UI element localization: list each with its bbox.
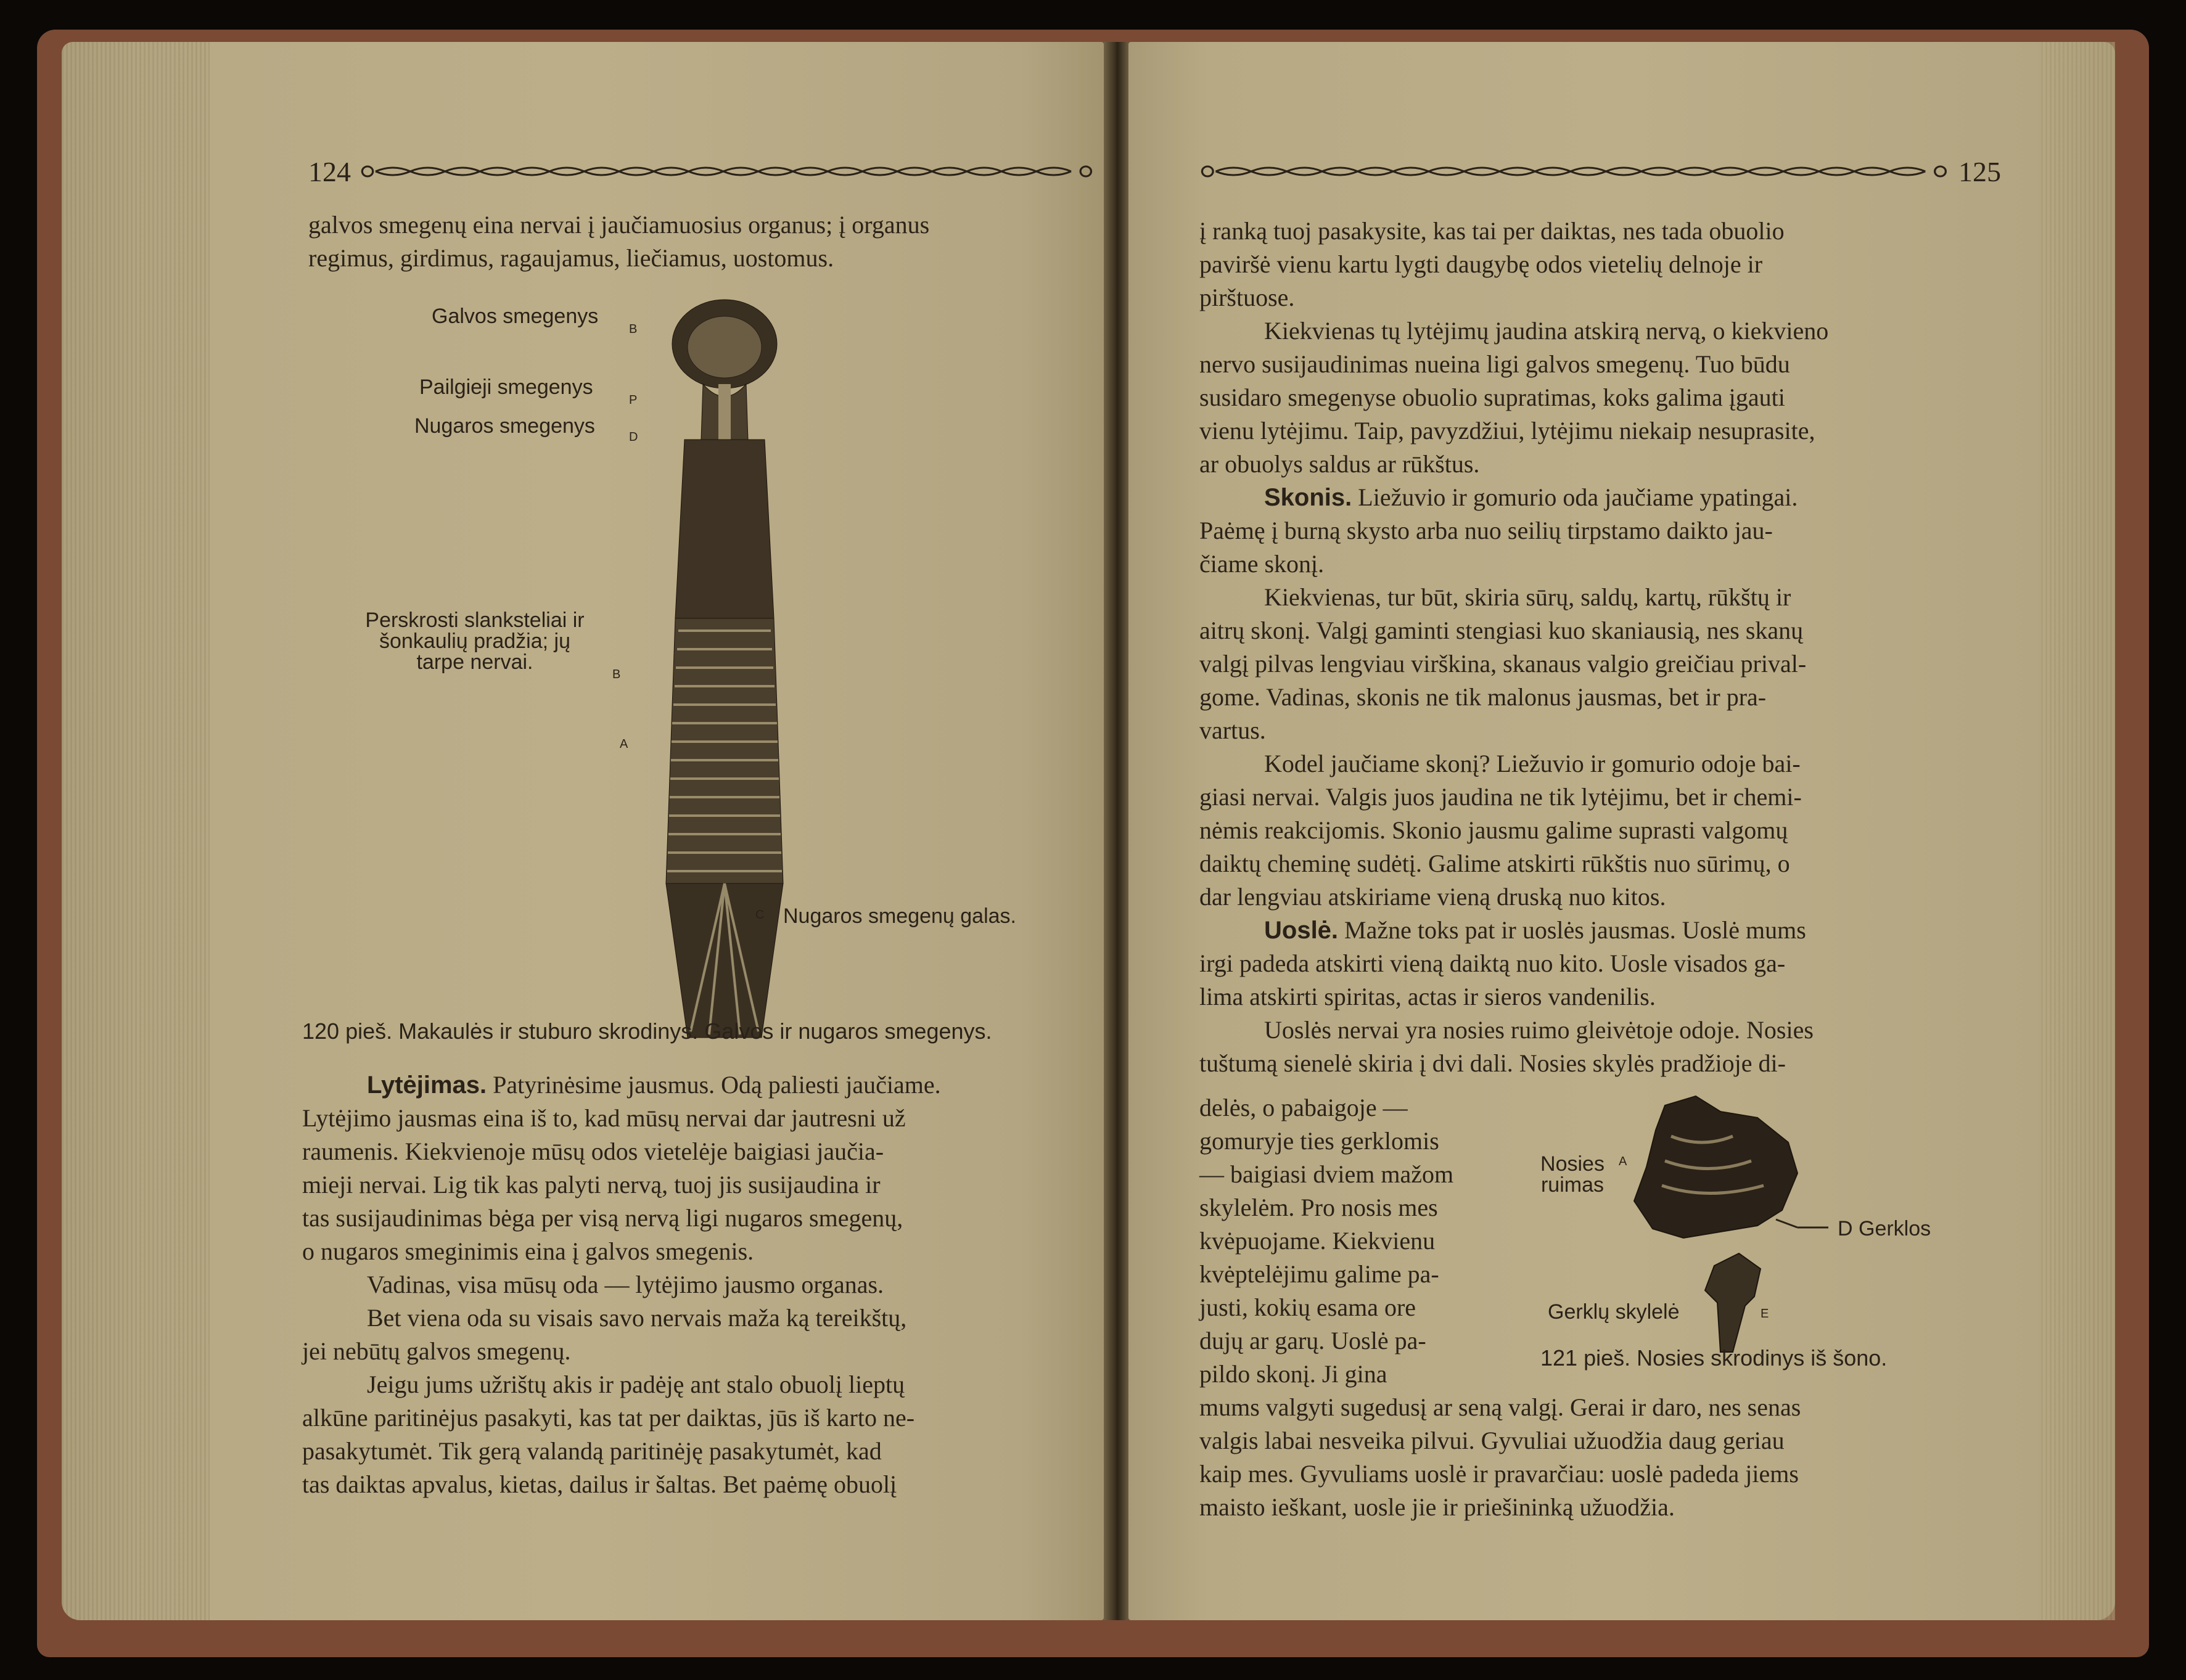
jeigu-line-3: pasakytumėt. Tik gerą valandą paritinėję pasakytumėt, kad (302, 1437, 882, 1465)
p1-line-2: paviršė vienu kartu lygti daugybę odos vietelių delnoje ir (1199, 250, 1763, 278)
lytejimas-line-6: o nugaros smeginimis eina į galvos smegenis. (302, 1237, 754, 1265)
right-page-content (1128, 42, 2115, 1620)
p5-line-2: giasi nervai. Valgis juos jaudina ne tik lytėjimu, bet ir chemi- (1199, 783, 1802, 811)
jeigu-line-1: Jeigu jums užrištų akis ir padėję ant stalo obuolį lieptų (367, 1371, 905, 1398)
lytejimas-line-3: raumenis. Kiekvienoje mūsų odos vietelėje baigiasi jaučia- (302, 1137, 884, 1165)
p4-line-3: valgį pilvas lengviau virškina, skanaus valgio greičiau prival- (1199, 650, 1807, 678)
p8-full-line-1: mums valgyti sugedusį ar seną valgį. Gerai ir daro, nes senas (1199, 1393, 1801, 1421)
p1-line-3: pirštuose. (1199, 284, 1295, 311)
p2-line-1: Kiekvienas tų lytėjimų jaudina atskirą nervą, o kiekvieno (1264, 317, 1829, 345)
letter-a: A (620, 737, 628, 751)
jeigu-line-2: alkūne paritinėjus pasakyti, kas tat per daiktas, jūs iš karto ne- (302, 1404, 915, 1432)
p8-narrow-line-7: justi, kokių esama ore (1199, 1293, 1416, 1321)
intro-line-1: galvos smegenų eina nervai į jaučiamuosius organus; į organus (308, 211, 930, 239)
p8-narrow-line-9: pildo skonį. Ji gina (1199, 1360, 1387, 1388)
p5-line-1: Kodel jaučiame skonį? Liežuvio ir gomurio odoje bai- (1264, 750, 1801, 777)
spine-illustration (617, 298, 832, 1050)
letter-a-nose: A (1619, 1155, 1627, 1168)
p8-narrow-line-1: delės, o pabaigoje — (1199, 1094, 1408, 1121)
bet-line-2: jei nebūtų galvos smegenų. (302, 1337, 571, 1365)
right-closing-text (1199, 1391, 2001, 1524)
p4-line-4: gome. Vadinas, skonis ne tik malonus jausmas, bet ir pra- (1199, 683, 1767, 711)
right-main-text (1199, 215, 2001, 1080)
heading-lytejimas: Lytėjimas. (367, 1072, 487, 1099)
page-number-right: 125 (1958, 155, 2001, 187)
label-nugaros-smegenys: Nugaros smegenys (414, 414, 595, 438)
p8-narrow-line-2: gomuryje ties gerklomis (1199, 1127, 1439, 1155)
heading-skonis: Skonis. (1264, 484, 1352, 511)
p4-line-2: aitrų skonį. Valgį gaminti stengiasi kuo skaniausią, nes skanų (1199, 617, 1804, 644)
p4-line-5: vartus. (1199, 716, 1266, 744)
left-main-text (302, 1068, 1098, 1501)
page-number-left: 124 (308, 155, 351, 187)
p8-narrow-line-6: kvėptelėjimu galime pa- (1199, 1260, 1439, 1288)
p6-line-1: Mažne toks pat ir uoslės jausmas. Uoslė mums (1338, 916, 1806, 944)
left-page-header (308, 153, 1104, 190)
p1-line-1: į ranką tuoj pasakysite, kas tai per daiktas, nes tada obuolio (1199, 217, 1785, 245)
p8-full-line-3: kaip mes. Gyvuliams uoslė ir pravarčiau: uoslė padeda jiems (1199, 1460, 1799, 1488)
label-galvos-smegenys: Galvos smegenys (432, 305, 599, 328)
label-gerklos: D Gerklos (1838, 1217, 1931, 1240)
narrow-column-text (1199, 1091, 1535, 1391)
p2-line-4: vienu lytėjimu. Taip, pavyzdžiui, lytėjimu niekaip nesuprasite, (1199, 417, 1815, 445)
figure-120-caption: 120 pieš. Makaulės ir stuburo skrodinys. Galvos ir nugaros smegenys. (302, 1018, 992, 1044)
p8-full-line-2: valgis labai nesveika pilvui. Gyvuliai užuodžia daug geriau (1199, 1427, 1785, 1454)
header-ornament-right (1199, 164, 1950, 179)
jeigu-line-4: tas daiktas apvalus, kietas, dailus ir šaltas. Bet paėmę obuolį (302, 1470, 897, 1498)
header-ornament-left (360, 164, 1095, 179)
p6-line-2: irgi padeda atskirti vieną daiktą nuo kito. Uosle visados ga- (1199, 949, 1786, 977)
right-page-header (1199, 153, 2001, 190)
vadinas-line: Vadinas, visa mūsų oda — lytėjimo jausmo organas. (367, 1271, 884, 1298)
bet-line-1: Bet viena oda su visais savo nervais maža ką tereikštų, (367, 1304, 907, 1332)
p7-line-1: Uoslės nervai yra nosies ruimo gleivėtoje odoje. Nosies (1264, 1016, 1814, 1044)
p2-line-2: nervo susijaudinimas nueina ligi galvos smegenų. Tuo būdu (1199, 350, 1790, 378)
p8-narrow-line-4: skylelėm. Pro nosis mes (1199, 1194, 1438, 1221)
label-nosies-1: Nosies (1540, 1152, 1605, 1176)
letter-d: D (629, 430, 638, 444)
letter-p: P (629, 393, 638, 407)
p7-line-2: tuštumą sienelė skiria į dvi dali. Nosies skylės pradžioje di- (1199, 1049, 1786, 1077)
lytejimas-line-4: mieji nervai. Lig tik kas palyti nervą, tuoj jis susijaudina ir (302, 1171, 881, 1199)
label-nosies-2: ruimas (1540, 1173, 1605, 1197)
lytejimas-line-1: Patyrinėsime jausmus. Odą paliesti jaučiame. (487, 1071, 941, 1099)
heading-uosle: Uoslė. (1264, 917, 1339, 944)
book-gutter (1104, 42, 1128, 1620)
label-gerklu-skylele: Gerklų skylelė (1548, 1300, 1680, 1324)
letter-e-nose: E (1761, 1307, 1769, 1321)
p3-line-2: Paėmę į burną skysto arba nuo seilių tirpstamo daikto jau- (1199, 517, 1773, 544)
p3-line-1: Liežuvio ir gomurio oda jaučiame ypatingai. (1352, 483, 1798, 511)
label-pailgieji-smegenys: Pailgieji smegenys (419, 375, 593, 399)
figure-121-caption: 121 pieš. Nosies skrodinys iš šono. (1540, 1345, 1888, 1371)
p5-line-4: daiktų cheminę sudėtį. Galime atskirti rūkštis nuo sūrimų, o (1199, 850, 1790, 877)
label-perskrosti-2: šonkaulių pradžia; jų (379, 629, 570, 653)
p8-narrow-line-5: kvėpuojame. Kiekvienu (1199, 1227, 1436, 1255)
letter-c: C (755, 908, 765, 922)
label-perskrosti-1: Perskrosti slanksteliai ir (365, 608, 585, 632)
lytejimas-line-5: tas susijaudinimas bėga per visą nervą ligi nugaros smegenų, (302, 1204, 903, 1232)
p5-line-5: dar lengviau atskiriame vieną druską nuo kitos. (1199, 883, 1666, 911)
p3-line-3: čiame skonį. (1199, 550, 1325, 578)
p2-line-5: ar obuolys saldus ar rūkštus. (1199, 450, 1480, 478)
p2-line-3: susidaro smegenyse obuolio supratimas, koks galima įgauti (1199, 383, 1785, 411)
p8-narrow-line-3: — baigiasi dviem mažom (1199, 1160, 1454, 1188)
intro-line-2: regimus, girdimus, ragaujamus, liečiamus, uostomus. (308, 244, 834, 272)
left-intro (308, 208, 1101, 275)
letter-b2: B (612, 668, 621, 681)
p8-full-line-4: maisto ieškant, uosle jie ir priešininką užuodžia. (1199, 1493, 1675, 1521)
lytejimas-line-2: Lytėjimo jausmas eina iš to, kad mūsų nervai dar jautresni už (302, 1104, 906, 1132)
p5-line-3: nėmis reakcijomis. Skonio jausmu galime suprasti valgomų (1199, 816, 1788, 844)
p4-line-1: Kiekvienas, tur būt, skiria sūrų, saldų, kartų, rūkštų ir (1264, 583, 1791, 611)
left-page-content (62, 42, 1104, 1620)
letter-b: B (629, 322, 638, 336)
p6-line-3: lima atskirti spiritas, actas ir sieros vandenilis. (1199, 983, 1656, 1010)
p8-narrow-line-8: dujų ar garų. Uoslė pa- (1199, 1327, 1426, 1354)
label-nugaros-galas: Nugaros smegenų galas. (783, 904, 1017, 928)
label-perskrosti-3: tarpe nervai. (416, 650, 533, 674)
